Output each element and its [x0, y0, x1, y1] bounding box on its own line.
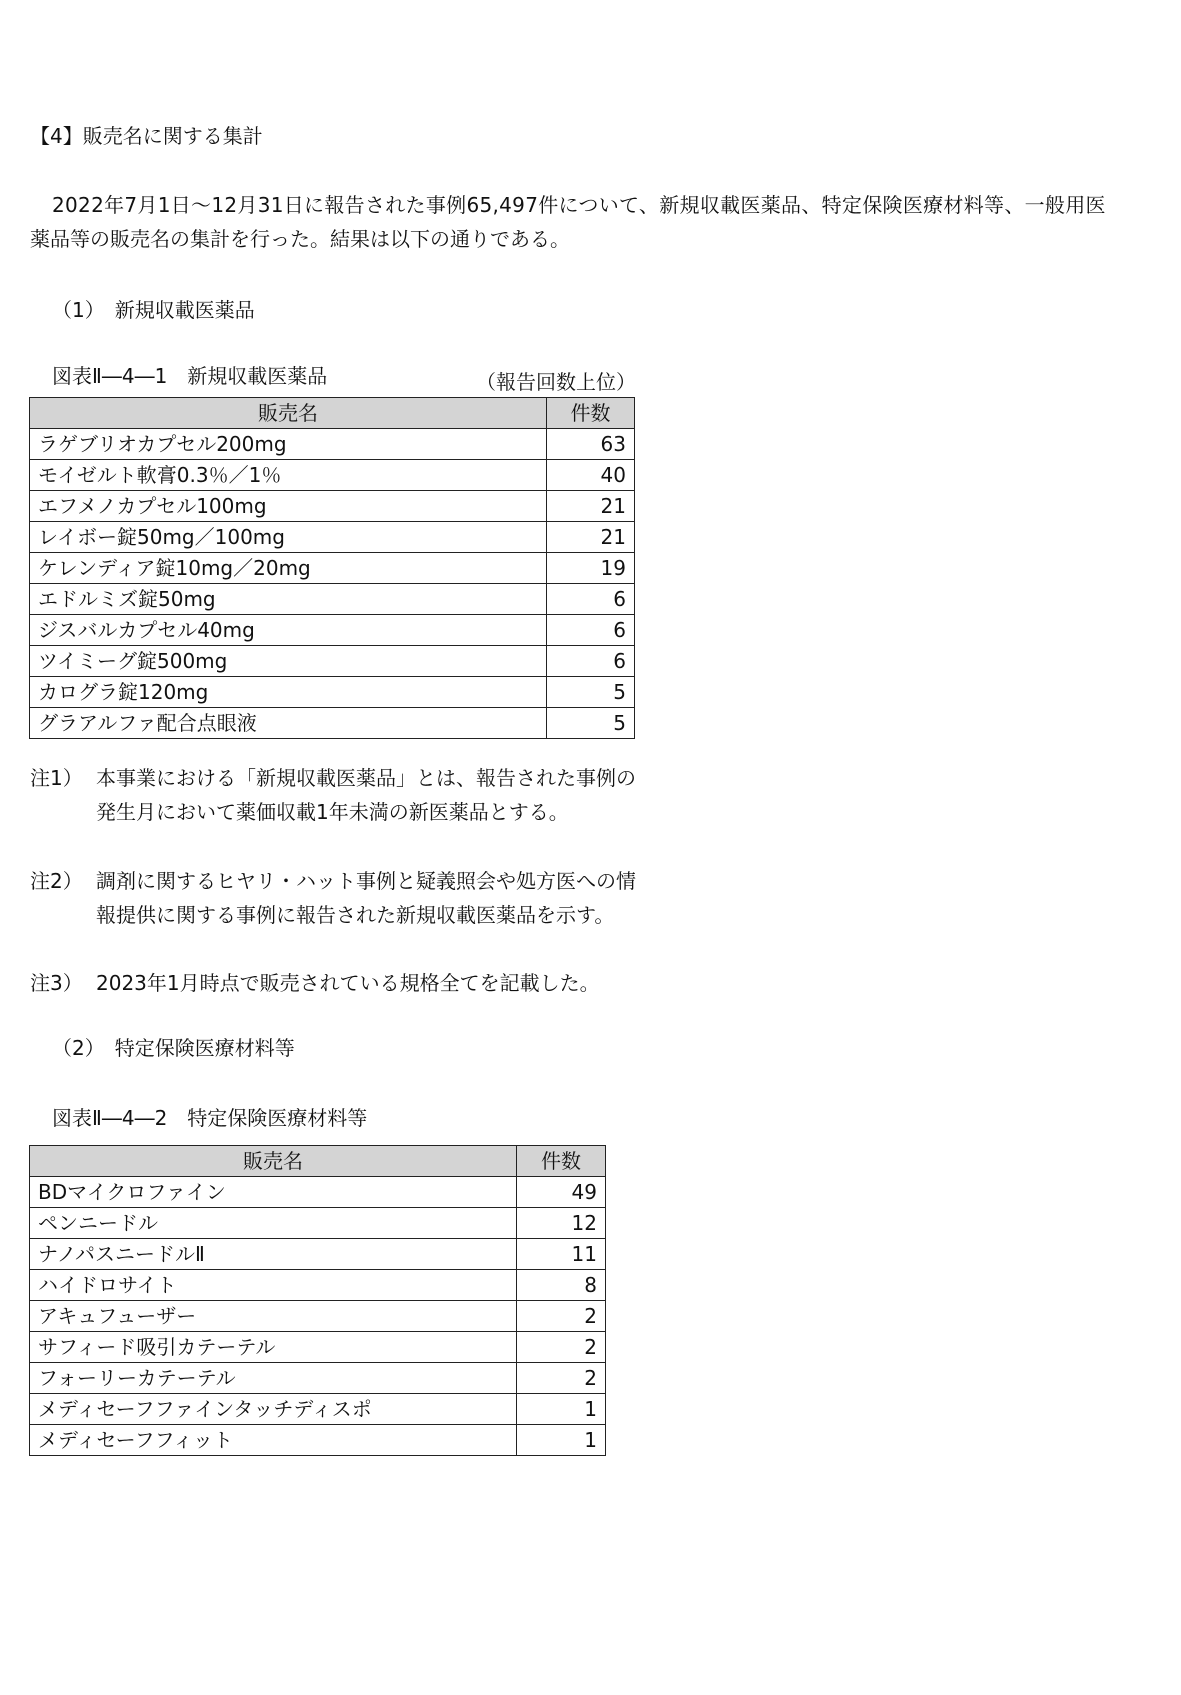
- footnote-label: 注2）: [30, 869, 83, 893]
- table-row: [30, 1239, 606, 1270]
- table-row: [30, 615, 635, 646]
- report-count: 12: [517, 1208, 606, 1239]
- column-header-name: 販売名: [30, 1146, 517, 1177]
- table-header-row: [30, 1146, 606, 1177]
- table-row: [30, 708, 635, 739]
- table-row: [30, 522, 635, 553]
- table-row: [30, 584, 635, 615]
- product-name: ハイドロサイト: [30, 1270, 517, 1301]
- medical-materials-table: [29, 1145, 606, 1456]
- table-row: [30, 1332, 606, 1363]
- report-count: 2: [517, 1301, 606, 1332]
- product-name: メディセーフファインタッチディスポ: [30, 1394, 517, 1425]
- report-count: 40: [547, 460, 635, 491]
- product-name: BDマイクロファイン: [30, 1177, 517, 1208]
- product-name: ナノパスニードルⅡ: [30, 1239, 517, 1270]
- product-name: カログラ錠120mg: [30, 677, 547, 708]
- table-row: [30, 1363, 606, 1394]
- table-row: [30, 1394, 606, 1425]
- report-count: 21: [547, 522, 635, 553]
- report-count: 63: [547, 429, 635, 460]
- product-name: エフメノカプセル100mg: [30, 491, 547, 522]
- table-row: [30, 1270, 606, 1301]
- subsection-heading-2: （2） 特定保険医療材料等: [52, 1036, 295, 1060]
- product-name: ケレンディア錠10mg／20mg: [30, 553, 547, 584]
- section-heading: 【4】販売名に関する集計: [30, 124, 263, 148]
- report-count: 5: [547, 677, 635, 708]
- report-count: 21: [547, 491, 635, 522]
- report-count: 1: [517, 1394, 606, 1425]
- table-row: [30, 429, 635, 460]
- product-name: モイゼルト軟膏0.3％／1％: [30, 460, 547, 491]
- subsection-heading-1: （1） 新規収載医薬品: [52, 298, 255, 322]
- product-name: グラアルファ配合点眼液: [30, 708, 547, 739]
- table-row: [30, 553, 635, 584]
- footnote: [30, 761, 640, 829]
- footnote-text: 2023年1月時点で販売されている規格全てを記載した。: [96, 971, 600, 995]
- table-row: [30, 1177, 606, 1208]
- table-row: [30, 1208, 606, 1239]
- new-drugs-table: [29, 397, 635, 739]
- table-header-row: [30, 398, 635, 429]
- report-count: 6: [547, 615, 635, 646]
- table-caption-right-1: （報告回数上位）: [476, 370, 636, 394]
- report-count: 19: [547, 553, 635, 584]
- product-name: ペンニードル: [30, 1208, 517, 1239]
- product-name: アキュフューザー: [30, 1301, 517, 1332]
- footnote-text: 調剤に関するヒヤリ・ハット事例と疑義照会や処方医への情報提供に関する事例に報告された新規収載医薬品を示す。: [96, 869, 636, 927]
- table-row: [30, 491, 635, 522]
- intro-line-1: 2022年7月1日～12月31日に報告された事例65,497件について、新規収載医薬品、特定保険医療材料等、一般用医: [52, 193, 1106, 217]
- report-count: 11: [517, 1239, 606, 1270]
- footnote-label: 注3）: [30, 971, 83, 995]
- report-count: 6: [547, 646, 635, 677]
- product-name: ラゲブリオカプセル200mg: [30, 429, 547, 460]
- column-header-count: 件数: [547, 398, 635, 429]
- table-row: [30, 646, 635, 677]
- product-name: サフィード吸引カテーテル: [30, 1332, 517, 1363]
- table-row: [30, 1301, 606, 1332]
- product-name: フォーリーカテーテル: [30, 1363, 517, 1394]
- product-name: エドルミズ錠50mg: [30, 584, 547, 615]
- product-name: レイボー錠50mg／100mg: [30, 522, 547, 553]
- column-header-count: 件数: [517, 1146, 606, 1177]
- table-row: [30, 1425, 606, 1456]
- product-name: ツイミーグ錠500mg: [30, 646, 547, 677]
- report-count: 5: [547, 708, 635, 739]
- report-count: 2: [517, 1363, 606, 1394]
- footnote-label: 注1）: [30, 766, 83, 790]
- report-count: 6: [547, 584, 635, 615]
- report-count: 1: [517, 1425, 606, 1456]
- table-row: [30, 460, 635, 491]
- product-name: ジスバルカプセル40mg: [30, 615, 547, 646]
- report-count: 8: [517, 1270, 606, 1301]
- table-caption-1: 図表Ⅱ―4―1 新規収載医薬品: [52, 364, 328, 388]
- report-count: 49: [517, 1177, 606, 1208]
- footnote: [30, 966, 640, 1000]
- table-caption-2: 図表Ⅱ―4―2 特定保険医療材料等: [52, 1106, 368, 1130]
- product-name: メディセーフフィット: [30, 1425, 517, 1456]
- table-row: [30, 677, 635, 708]
- footnote-text: 本事業における「新規収載医薬品」とは、報告された事例の発生月において薬価収載1年未満の新医薬品とする。: [96, 766, 636, 824]
- footnote: [30, 864, 640, 932]
- report-count: 2: [517, 1332, 606, 1363]
- column-header-name: 販売名: [30, 398, 547, 429]
- intro-line-2: 薬品等の販売名の集計を行った。結果は以下の通りである。: [30, 227, 570, 251]
